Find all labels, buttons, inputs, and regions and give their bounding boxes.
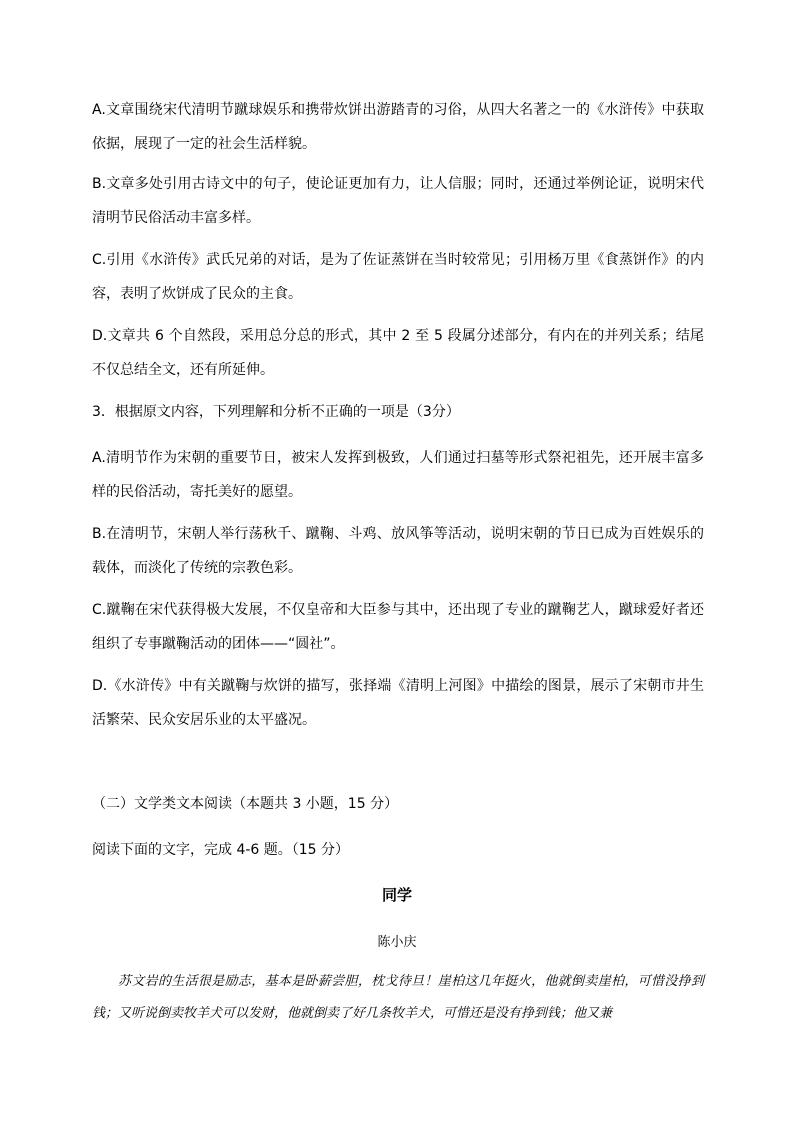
q2-option-a: A.文章围绕宋代清明节蹴球娱乐和携带炊饼出游踏青的习俗，从四大名著之一的《水浒传》中获取依据，展现了一定的社会生活样貌。: [92, 102, 704, 152]
q2-option-b: B.文章多处引用古诗文中的句子，使论证更加有力，让人信服；同时，还通过举例论证，说明宋代清明节民俗活动丰富多样。: [92, 176, 704, 226]
q3-option-a: A.清明节作为宋朝的重要节日，被宋人发挥到极致，人们通过扫墓等形式祭祀祖先，还开展丰富多样的民俗活动，寄托美好的愿望。: [92, 450, 704, 500]
section-instruction: 阅读下面的文字，完成 4-6 题。（15 分）: [92, 842, 350, 858]
q3-stem: 3．根据原文内容，下列理解和分析不正确的一项是（3分）: [92, 404, 460, 420]
q2-option-d: D.文章共 6 个自然段，采用总分总的形式，其中 2 至 5 段属分述部分，有内在的并列关系；结尾不仅总结全文，还有所延伸。: [92, 328, 704, 378]
q3-option-c: C.蹴鞠在宋代获得极大发展，不仅皇帝和大臣参与其中，还出现了专业的蹴鞠艺人，蹴球爱好者还组织了专事蹴鞠活动的团体——“圆社”。: [92, 602, 704, 652]
story-title: 同学: [381, 886, 412, 904]
story-body: 苏文岩的生活很是励志，基本是卧薪尝胆，枕戈待旦！崖柏这几年挺火，他就倒卖崖柏，可惜没挣到钱；又听说倒卖牧羊犬可以发财，他就倒卖了好几条牧羊犬，可惜还是没有挣到钱；他又兼: [92, 974, 704, 1021]
story-author: 陈小庆: [377, 935, 417, 950]
q2-option-c: C.引用《水浒传》武氏兄弟的对话，是为了佐证蒸饼在当时较常见；引用杨万里《食蒸饼作》的内容，表明了炊饼成了民众的主食。: [92, 252, 704, 302]
q3-option-d: D.《水浒传》中有关蹴鞠与炊饼的描写，张择端《清明上河图》中描绘的图景，展示了宋朝市井生活繁荣、民众安居乐业的太平盛况。: [92, 678, 704, 728]
q3-option-b: B.在清明节，宋朝人举行荡秋千、蹴鞠、斗鸡、放风筝等活动，说明宋朝的节日已成为百姓娱乐的载体，而淡化了传统的宗教色彩。: [92, 526, 704, 576]
section-heading: （二）文学类文本阅读（本题共 3 小题，15 分）: [92, 796, 399, 812]
